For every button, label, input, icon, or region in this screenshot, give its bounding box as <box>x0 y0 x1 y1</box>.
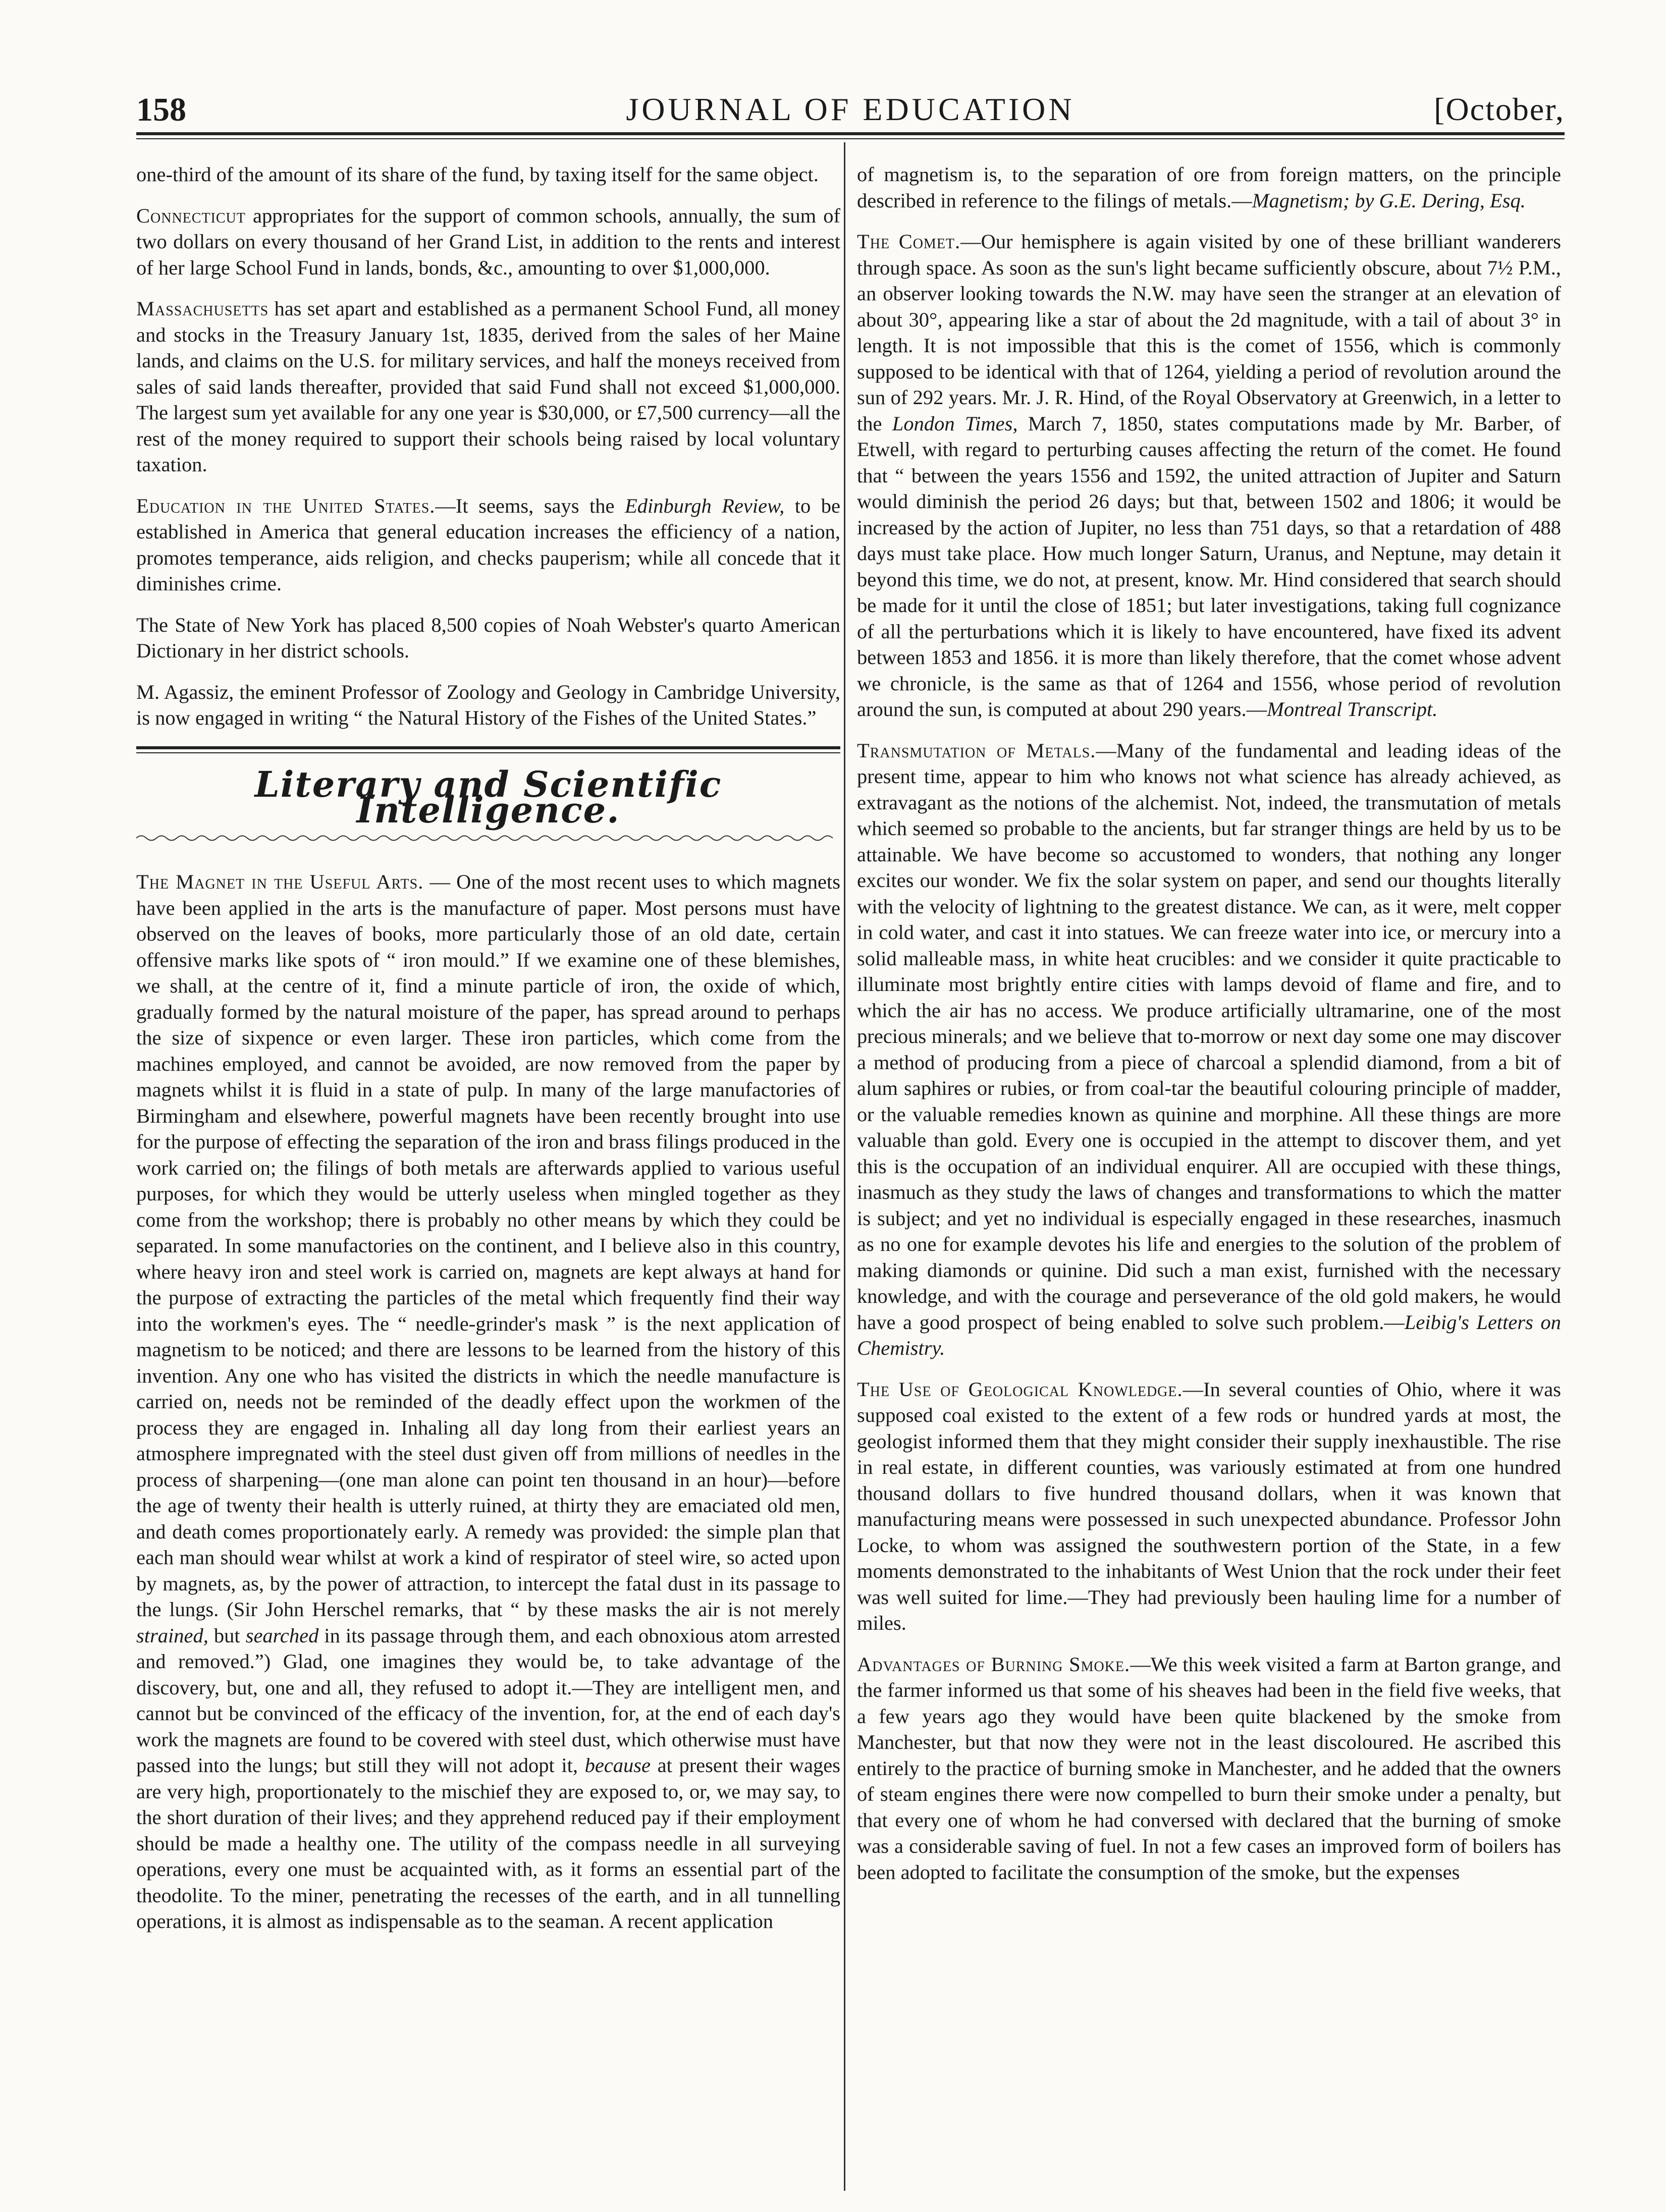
section-rule <box>136 746 840 749</box>
issue-month: [October, <box>1434 91 1565 127</box>
wavy-divider <box>136 834 840 843</box>
paragraph-continuation <box>857 161 1561 213</box>
paragraph-text: has set apart and established as a permanent School Fund, all money and stocks in the Treasury January 1st, 1835, derived from the sales of her Maine lands, and claims on the U.S. for military services, and half the moneys received from sales of said lands thereafter, provided that said Fund shall not exceed $1,000,000. The largest sum yet available for any one year is $30,000, or £7,500 currency—all the rest of the money required to support their schools being raised by local voluntary taxation. <box>136 297 840 476</box>
header-rule <box>136 132 1565 135</box>
source-citation: Leibig's Letters on Chemistry. <box>857 1310 1561 1359</box>
paragraph-massachusetts <box>136 296 840 478</box>
run-in-heading: The Comet. <box>857 230 961 253</box>
source-citation: London Times, <box>892 412 1018 435</box>
column-divider <box>844 142 845 2191</box>
paragraph-text: in its passage through them, and each obnoxious atom arrested and removed.”) Glad, one imagines they would be, to take advantage of the discovery, but, one and all, they refused to adopt it.—They are intelligent men, and cannot but be convinced of the efficacy of the invention, for, at the end of each day's work the magnets are found to be covered with steel dust, which otherwise must have passed into the lungs; but still they will not adopt it, <box>136 1624 840 1777</box>
source-citation: Magnetism; by G.E. Dering, Esq. <box>1252 189 1526 212</box>
source-citation: Montreal Transcript. <box>1267 698 1438 721</box>
emphasis: searched <box>245 1624 319 1647</box>
paragraph-text: —It seems, says the <box>435 494 625 517</box>
journal-title: JOURNAL OF EDUCATION <box>626 91 1075 127</box>
left-column <box>136 161 840 1950</box>
run-in-heading: The Use of Geological Knowledge. <box>857 1377 1183 1401</box>
paragraph-magnet <box>136 869 840 1934</box>
source-citation: Edinburgh Review, <box>624 494 785 517</box>
paragraph-text: — One of the most recent uses to which magnets have been applied in the arts is the manufacture of paper. Most persons must have observed on the leaves of books, more particularly those of an old date, certain offensive marks like spots of “ iron mould.” If we examine one of these blemishes, we shall, at the centre of it, find a minute particle of iron, the oxide of which, gradually formed by the natural moisture of the paper, has spread around to perhaps the size of sixpence or even larger. These iron particles, which come from the machines employed, and cannot be avoided, are now removed from the paper by magnets whilst it is fluid in a state of pulp. In many of the large manufactories of Birmingham and elsewhere, powerful magnets have been recently brought into use for the purpose of effecting the separation of the iron and brass filings produced in the work carried on; the filings of both metals are afterwards applied to various useful purposes, for which they would be utterly useless when mingled together as they come from the workshop; there is probably no other means by which they could be separated. In some manufactories on the continent, and I believe also in this country, where heavy iron and steel work is carried on, magnets are kept always at hand for the purpose of extracting the particles of the metal which frequently find their way into the workmen's eyes. The “ needle-grinder's mask ” is the next application of magnetism to be noticed; and there are lessons to be learned from the history of this invention. Any one who has visited the districts in which the needle manufacture is carried on, needs not be reminded of the deadly effect upon the workmen of the process they are engaged in. Inhaling all day long from their earliest years an atmosphere impregnated with the steel dust given off from millions of needles in the process of sharpening—(one man alone can point ten thousand in an hour)—before the age of twenty their health is utterly ruined, at thirty they are emaciated old men, and death comes proportionately early. A remedy was provided: the simple plan that each man should wear whilst at work a kind of respirator of steel wire, so acted upon by magnets, as, by the power of attraction, to intercept the fatal dust in its passage to the lungs. (Sir John Herschel remarks, that “ by these masks the air is not merely <box>136 870 840 1621</box>
run-in-heading: The Magnet in the Useful Arts. <box>136 870 424 893</box>
paragraph-transmutation <box>857 738 1561 1361</box>
paragraph-text: at present their wages are very high, proportionately to the mischief they are exposed to, or, we may say, to the short duration of their lives; and they apprehend reduced pay if their employment should be made a healthy one. The utility of the compass needle in all surveying operations, every one must be acquainted with, as it forms an essential part of the theodolite. To the miner, penetrating the recesses of the earth, and in all tunnelling operations, it is almost as indispensable as to the seaman. A recent application <box>136 1754 840 1932</box>
section-title: Literary and Scientific Intelligence. <box>254 763 722 831</box>
paragraph-connecticut <box>136 203 840 281</box>
paragraph-text: March 7, 1850, states computations made by Mr. Barber, of Etwell, with regard to perturbing causes affecting the return of the comet. He found that “ between the years 1556 and 1592, the united attraction of Jupiter and Saturn would diminish the period 26 days; but that, between 1502 and 1806; it would be increased by the action of Jupiter, no less than 751 days, so that a retardation of 488 days must take place. How much longer Saturn, Uranus, and Neptune, may detain it beyond this time, we do not, at present, know. Mr. Hind considered that search should be made for it until the close of 1851; but later investigations, taking full cognizance of all the perturbations which it is likely to have encountered, have fixed its advent between 1853 and 1856. it is more than likely therefore, that the comet whose advent we chronicle, is the same as that of 1264 and 1556, whose period of revolution around the sun, is computed at about 290 years.— <box>857 412 1561 721</box>
paragraph-comet <box>857 229 1561 723</box>
paragraph-text: of magnetism is, to the separation of ore from foreign matters, on the principle described in reference to the filings of metals.— <box>857 163 1561 212</box>
paragraph-text: —We this week visited a farm at Barton grange, and the farmer informed us that some of his sheaves had been in the field five weeks, that a few years ago they would have been quite blackened by the smoke from Manchester, but that now they were not in the least discoloured. He ascribed this entirely to the practice of burning smoke in Manchester, and he added that the owners of steam engines there were now compelled to burn their smoke under a penalty, but that every one of whom he had conversed with declared that the burning of smoke was a considerable saving of fuel. In not a few cases an improved form of boilers has been adopted to facilitate the consumption of the smoke, but the expenses <box>857 1652 1561 1884</box>
run-in-heading: Connecticut <box>136 204 246 227</box>
paragraph-text: to be established in America that general education increases the efficiency of a nation, promotes temperance, aids religion, and checks pauperism; while all concede that it diminishes crime. <box>136 494 840 595</box>
section-rule-thin <box>136 752 840 753</box>
paragraph-geology <box>857 1376 1561 1636</box>
right-column <box>857 161 1561 1900</box>
run-in-heading: Transmutation of Metals. <box>857 739 1096 762</box>
paragraph-text: —In several counties of Ohio, where it was supposed coal existed to the extent of a few rods or hundred yards at most, the geologist informed them that they might consider their supply inexhaustible. The rise in real estate, in different counties, was variously estimated at from one hundred thousand dollars to five hundred thousand dollars, when it was known that manufacturing means were possessed in such unexpected abundance. Professor John Locke, to whom was assigned the southwestern portion of the State, in a few moments demonstrated to the inhabitants of West Union that the rock under their feet was well suited for lime.—They had previously been hauling lime for a number of miles. <box>857 1377 1561 1634</box>
paragraph-text: but <box>208 1624 246 1647</box>
run-in-heading: Massachusetts <box>136 297 269 320</box>
header-rule-thin <box>136 138 1565 139</box>
paragraph-education-us <box>136 493 840 597</box>
paragraph-smoke <box>857 1651 1561 1886</box>
page-header <box>136 91 1565 131</box>
paragraph-text: —Many of the fundamental and leading ideas of the present time, appear to him who knows not what science has already achieved, as extravagant as the notions of the alchemist. Not, indeed, the transmutation of metals which seemed so probable to the ancients, but far stranger things are held by us to be attainable. We have become so accustomed to wonders, that nothing any longer excites our wonder. We fix the solar system on paper, and send our thoughts literally with the velocity of lightning to the greatest distance. We can, as it were, melt copper in cold water, and cast it into statues. We can freeze water into ice, or mercury into a solid malleable mass, in white heat crucibles: and we consider it quite practicable to illuminate most brightly entire cities with lamps devoid of flame and fire, and to which the air has no access. We produce artificially ultramarine, one of the most precious minerals; and we believe that to-morrow or next day some one may discover a method of producing from a piece of charcoal a splendid diamond, from a bit of alum saphires or rubies, or from coal-tar the beautiful colouring principle of madder, or the valuable remedies known as quinine and morphine. All these things are more valuable than gold. Every one is occupied in the attempt to discover them, and yet this is the occupation of an individual enquirer. All are occupied with these things, inasmuch as they study the laws of changes and transformations to which the matter is subject; and yet no individual is especially engaged in these researches, inasmuch as no one for example devotes his life and energies to the solution of the problem of making diamonds or quinine. Did such a man exist, furnished with the necessary knowledge, and with the courage and perseverance of the old gold makers, he would have a good prospect of being enabled to solve such problem.— <box>857 739 1562 1334</box>
page-number: 158 <box>136 91 186 128</box>
paragraph-new-york: The State of New York has placed 8,500 copies of Noah Webster's quarto American Dictionary in her district schools. <box>136 613 840 662</box>
paragraph-agassiz: M. Agassiz, the eminent Professor of Zoology and Geology in Cambridge University, is now engaged in writing “ the Natural History of the Fishes of the United States.” <box>136 680 840 729</box>
paragraph-text: appropriates for the support of common schools, annually, the sum of two dollars on every thousand of her Grand List, in addition to the rents and interest of her large School Fund in lands, bonds, &c., amounting to over $1,000,000. <box>136 204 840 279</box>
emphasis: strained, <box>136 1624 208 1647</box>
emphasis: because <box>584 1754 651 1777</box>
paragraph-text: —Our hemisphere is again visited by one of these brilliant wanderers through space. As soon as the sun's light became sufficiently obscure, about 7½ P.M., an observer looking towards the N.W. may have seen the stranger at an elevation of about 30°, appearing like a star of about the 2d magnitude, with a tail of about 3° in length. It is not impossible that this is the comet of 1556, which is commonly supposed to be identical with that of 1264, yielding a period of revolution around the sun of 292 years. Mr. J. R. Hind, of the Royal Observatory at Greenwich, in a letter to the <box>857 230 1561 435</box>
paragraph-continuation: one-third of the amount of its share of the fund, by taxing itself for the same object. <box>136 163 819 186</box>
run-in-heading: Education in the United States. <box>136 494 436 517</box>
run-in-heading: Advantages of Burning Smoke. <box>857 1652 1131 1676</box>
